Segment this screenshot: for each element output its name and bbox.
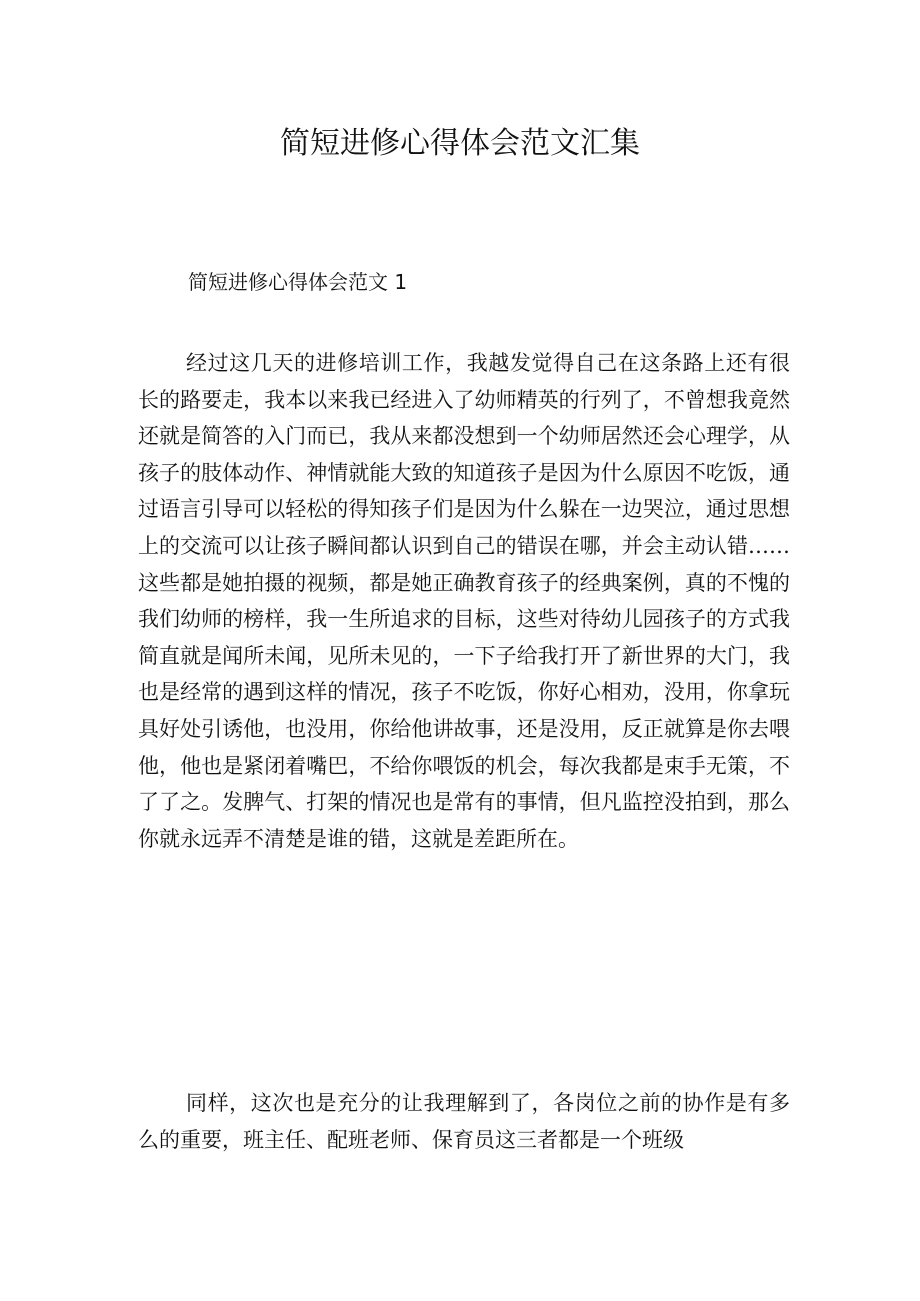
document-title: 简短进修心得体会范文汇集 [280,126,640,161]
body-paragraph: 经过这几天的进修培训工作，我越发觉得自己在这条路上还有很长的路要走，我本以来我已经进入了幼师精英的行列了，不曾想我竟然还就是简答的入门而已，我从来都没想到一个幼师居然还会心理学，从孩子的肢体动作、神情就能大致的知道孩子是因为什么原因不吃饭，通过语言引导可以轻松的得知孩子们是因为什么躲在一边哭泣，通过思想上的交流可以让孩子瞬间都认识到自己的错误在哪，并会主动认错……这些都是她拍摄的视频，都是她正确教育孩子的经典案例，真的不愧的我们幼师的榜样，我一生所追求的目标，这些对待幼儿园孩子的方式我简直就是闻所未闻，见所未见的，一下子给我打开了新世界的大门，我也是经常的遇到这样的情况，孩子不吃饭，你好心相劝，没用，你拿玩具好处引诱他，也没用，你给他讲故事，还是没用，反正就算是你去喂他，他也是紧闭着嘴巴，不给你喂饭的机会，每次我都是束手无策，不了了之。发脾气、打架的情况也是常有的事情，但凡监控没拍到，那么你就永远弄不清楚是谁的错，这就是差距所在。 [138,351,790,851]
body-paragraph: 同样，这次也是充分的让我理解到了，各岗位之前的协作是有多么的重要，班主任、配班老师、保育员这三者都是一个班级 [138,1091,790,1152]
section-heading: 简短进修心得体会范文 1 [188,270,408,294]
